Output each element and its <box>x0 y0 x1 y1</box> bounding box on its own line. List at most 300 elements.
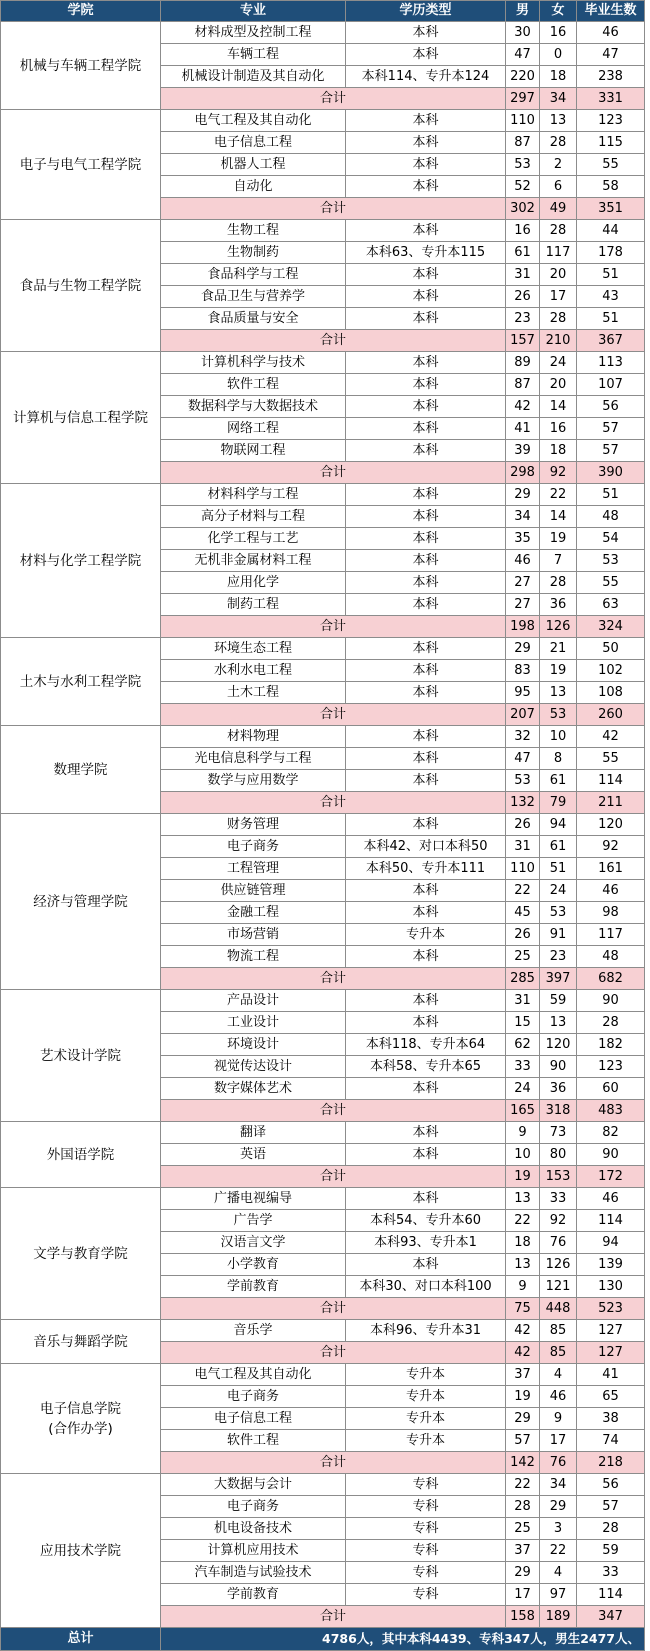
major-name: 环境生态工程 <box>161 638 346 660</box>
male-count: 19 <box>506 1386 540 1408</box>
subtotal-male: 198 <box>506 616 540 638</box>
major-name: 广播电视编导 <box>161 1188 346 1210</box>
male-count: 24 <box>506 1078 540 1100</box>
female-count: 36 <box>540 594 577 616</box>
male-count: 13 <box>506 1254 540 1276</box>
male-count: 47 <box>506 748 540 770</box>
subtotal-female: 53 <box>540 704 577 726</box>
female-count: 24 <box>540 352 577 374</box>
female-count: 9 <box>540 1408 577 1430</box>
college-name-line: 材料与化学工程学院 <box>19 552 142 569</box>
male-count: 15 <box>506 1012 540 1034</box>
female-count: 121 <box>540 1276 577 1298</box>
female-count: 22 <box>540 484 577 506</box>
degree-type: 本科 <box>346 352 506 374</box>
degree-type: 专科 <box>346 1584 506 1606</box>
major-name: 电子信息工程 <box>161 1408 346 1430</box>
table-row <box>1 1474 645 1496</box>
male-count: 53 <box>506 770 540 792</box>
female-count: 117 <box>540 242 577 264</box>
subtotal-male: 142 <box>506 1452 540 1474</box>
subtotal-female: 34 <box>540 88 577 110</box>
graduate-count: 55 <box>577 154 645 176</box>
header-graduates: 毕业生数 <box>577 1 645 22</box>
male-count: 18 <box>506 1232 540 1254</box>
graduate-count: 107 <box>577 374 645 396</box>
major-name: 电气工程及其自动化 <box>161 110 346 132</box>
male-count: 27 <box>506 594 540 616</box>
college-name-line: (合作办学) <box>48 1420 113 1437</box>
graduate-count: 54 <box>577 528 645 550</box>
female-count: 28 <box>540 132 577 154</box>
subtotal-total: 218 <box>577 1452 645 1474</box>
graduate-count: 127 <box>577 1320 645 1342</box>
subtotal-female: 397 <box>540 968 577 990</box>
major-name: 计算机应用技术 <box>161 1540 346 1562</box>
subtotal-label: 合计 <box>161 1166 506 1188</box>
graduate-count: 57 <box>577 1496 645 1518</box>
female-count: 3 <box>540 1518 577 1540</box>
graduate-count: 53 <box>577 550 645 572</box>
male-count: 220 <box>506 66 540 88</box>
degree-type: 专科 <box>346 1518 506 1540</box>
table-row <box>1 22 645 44</box>
female-count: 28 <box>540 220 577 242</box>
graduate-count: 82 <box>577 1122 645 1144</box>
graduate-count: 55 <box>577 572 645 594</box>
subtotal-label: 合计 <box>161 462 506 484</box>
major-name: 材料科学与工程 <box>161 484 346 506</box>
male-count: 34 <box>506 506 540 528</box>
subtotal-female: 85 <box>540 1342 577 1364</box>
table-row <box>1 726 645 748</box>
college-name <box>1 1474 161 1628</box>
graduate-count: 90 <box>577 990 645 1012</box>
female-count: 19 <box>540 660 577 682</box>
graduate-count: 56 <box>577 396 645 418</box>
male-count: 31 <box>506 264 540 286</box>
subtotal-label: 合计 <box>161 792 506 814</box>
grand-total-row <box>1 1628 645 1651</box>
degree-type: 本科 <box>346 572 506 594</box>
degree-type: 本科 <box>346 396 506 418</box>
female-count: 21 <box>540 638 577 660</box>
male-count: 13 <box>506 1188 540 1210</box>
male-count: 29 <box>506 1408 540 1430</box>
header-degree: 学历类型 <box>346 1 506 22</box>
graduate-count: 58 <box>577 176 645 198</box>
graduate-count: 182 <box>577 1034 645 1056</box>
female-count: 7 <box>540 550 577 572</box>
degree-type: 本科 <box>346 1122 506 1144</box>
major-name: 食品卫生与营养学 <box>161 286 346 308</box>
college-name-line: 食品与生物工程学院 <box>19 277 142 294</box>
table-row <box>1 1320 645 1342</box>
degree-type: 本科 <box>346 990 506 1012</box>
graduate-count: 117 <box>577 924 645 946</box>
degree-type: 本科96、专升本31 <box>346 1320 506 1342</box>
degree-type: 本科 <box>346 638 506 660</box>
subtotal-total: 523 <box>577 1298 645 1320</box>
male-count: 37 <box>506 1364 540 1386</box>
male-count: 29 <box>506 1562 540 1584</box>
female-count: 20 <box>540 264 577 286</box>
degree-type: 本科 <box>346 1012 506 1034</box>
college-name <box>1 22 161 110</box>
major-name: 汉语言文学 <box>161 1232 346 1254</box>
major-name: 生物制药 <box>161 242 346 264</box>
male-count: 41 <box>506 418 540 440</box>
female-count: 97 <box>540 1584 577 1606</box>
graduate-count: 48 <box>577 946 645 968</box>
degree-type: 本科 <box>346 902 506 924</box>
major-name: 光电信息科学与工程 <box>161 748 346 770</box>
degree-type: 本科 <box>346 1144 506 1166</box>
subtotal-total: 331 <box>577 88 645 110</box>
female-count: 51 <box>540 858 577 880</box>
female-count: 4 <box>540 1364 577 1386</box>
graduate-count: 90 <box>577 1144 645 1166</box>
graduate-count: 44 <box>577 220 645 242</box>
graduate-count: 46 <box>577 1188 645 1210</box>
subtotal-total: 682 <box>577 968 645 990</box>
male-count: 31 <box>506 836 540 858</box>
degree-type: 专科 <box>346 1474 506 1496</box>
subtotal-total: 351 <box>577 198 645 220</box>
grand-total-label: 总计 <box>1 1628 161 1651</box>
major-name: 应用化学 <box>161 572 346 594</box>
subtotal-female: 126 <box>540 616 577 638</box>
college-name-line: 文学与教育学院 <box>33 1245 128 1262</box>
major-name: 材料成型及控制工程 <box>161 22 346 44</box>
graduate-count: 48 <box>577 506 645 528</box>
major-name: 汽车制造与试验技术 <box>161 1562 346 1584</box>
subtotal-total: 172 <box>577 1166 645 1188</box>
female-count: 23 <box>540 946 577 968</box>
degree-type: 本科 <box>346 220 506 242</box>
college-name-line: 土木与水利工程学院 <box>19 673 142 690</box>
college-name <box>1 638 161 726</box>
subtotal-label: 合计 <box>161 704 506 726</box>
male-count: 32 <box>506 726 540 748</box>
graduate-count: 41 <box>577 1364 645 1386</box>
subtotal-total: 260 <box>577 704 645 726</box>
table-row <box>1 352 645 374</box>
male-count: 26 <box>506 286 540 308</box>
major-name: 软件工程 <box>161 374 346 396</box>
subtotal-total: 347 <box>577 1606 645 1628</box>
degree-type: 专科 <box>346 1562 506 1584</box>
graduate-count: 57 <box>577 440 645 462</box>
college-name-line: 音乐与舞蹈学院 <box>33 1333 128 1350</box>
degree-type: 专升本 <box>346 1430 506 1452</box>
female-count: 53 <box>540 902 577 924</box>
subtotal-male: 158 <box>506 1606 540 1628</box>
male-count: 33 <box>506 1056 540 1078</box>
subtotal-label: 合计 <box>161 1606 506 1628</box>
male-count: 31 <box>506 990 540 1012</box>
degree-type: 专科 <box>346 1496 506 1518</box>
major-name: 学前教育 <box>161 1584 346 1606</box>
subtotal-male: 302 <box>506 198 540 220</box>
female-count: 28 <box>540 308 577 330</box>
graduate-count: 33 <box>577 1562 645 1584</box>
major-name: 产品设计 <box>161 990 346 1012</box>
female-count: 59 <box>540 990 577 1012</box>
subtotal-label: 合计 <box>161 616 506 638</box>
subtotal-female: 318 <box>540 1100 577 1122</box>
female-count: 13 <box>540 110 577 132</box>
male-count: 25 <box>506 946 540 968</box>
major-name: 广告学 <box>161 1210 346 1232</box>
subtotal-label: 合计 <box>161 1298 506 1320</box>
major-name: 车辆工程 <box>161 44 346 66</box>
degree-type: 本科 <box>346 374 506 396</box>
college-name <box>1 352 161 484</box>
degree-type: 本科63、专升本115 <box>346 242 506 264</box>
degree-type: 本科93、专升本1 <box>346 1232 506 1254</box>
header-college: 学院 <box>1 1 161 22</box>
graduate-count: 51 <box>577 264 645 286</box>
graduate-count: 46 <box>577 880 645 902</box>
graduate-count: 161 <box>577 858 645 880</box>
female-count: 92 <box>540 1210 577 1232</box>
degree-type: 本科 <box>346 1078 506 1100</box>
degree-type: 专升本 <box>346 924 506 946</box>
major-name: 电子信息工程 <box>161 132 346 154</box>
major-name: 电气工程及其自动化 <box>161 1364 346 1386</box>
degree-type: 专升本 <box>346 1386 506 1408</box>
subtotal-female: 210 <box>540 330 577 352</box>
male-count: 37 <box>506 1540 540 1562</box>
male-count: 52 <box>506 176 540 198</box>
college-name-line: 计算机与信息工程学院 <box>13 409 148 426</box>
major-name: 市场营销 <box>161 924 346 946</box>
major-name: 食品科学与工程 <box>161 264 346 286</box>
table-header <box>1 1 645 22</box>
male-count: 9 <box>506 1276 540 1298</box>
subtotal-label: 合计 <box>161 1342 506 1364</box>
female-count: 24 <box>540 880 577 902</box>
college-name <box>1 726 161 814</box>
subtotal-female: 448 <box>540 1298 577 1320</box>
male-count: 61 <box>506 242 540 264</box>
female-count: 14 <box>540 506 577 528</box>
major-name: 数据科学与大数据技术 <box>161 396 346 418</box>
male-count: 42 <box>506 396 540 418</box>
subtotal-total: 390 <box>577 462 645 484</box>
male-count: 62 <box>506 1034 540 1056</box>
major-name: 无机非金属材料工程 <box>161 550 346 572</box>
college-name-line: 数理学院 <box>53 761 108 778</box>
degree-type: 本科 <box>346 594 506 616</box>
male-count: 9 <box>506 1122 540 1144</box>
degree-type: 本科 <box>346 506 506 528</box>
female-count: 17 <box>540 286 577 308</box>
graduate-count: 74 <box>577 1430 645 1452</box>
female-count: 16 <box>540 418 577 440</box>
major-name: 小学教育 <box>161 1254 346 1276</box>
degree-type: 本科 <box>346 1188 506 1210</box>
subtotal-label: 合计 <box>161 1100 506 1122</box>
table-row <box>1 220 645 242</box>
graduate-count: 42 <box>577 726 645 748</box>
table-row <box>1 1364 645 1386</box>
major-name: 供应链管理 <box>161 880 346 902</box>
female-count: 46 <box>540 1386 577 1408</box>
major-name: 财务管理 <box>161 814 346 836</box>
subtotal-male: 157 <box>506 330 540 352</box>
major-name: 机电设备技术 <box>161 1518 346 1540</box>
male-count: 25 <box>506 1518 540 1540</box>
male-count: 87 <box>506 132 540 154</box>
female-count: 61 <box>540 836 577 858</box>
graduate-count: 115 <box>577 132 645 154</box>
header-major: 专业 <box>161 1 346 22</box>
female-count: 22 <box>540 1540 577 1562</box>
male-count: 30 <box>506 22 540 44</box>
male-count: 10 <box>506 1144 540 1166</box>
degree-type: 本科 <box>346 484 506 506</box>
degree-type: 本科 <box>346 176 506 198</box>
college-name-line: 电子与电气工程学院 <box>19 156 142 173</box>
grand-total-summary: 4786人，其中本科4439、专科347人，男生2477人、 <box>161 1628 645 1651</box>
degree-type: 本科50、专升本111 <box>346 858 506 880</box>
male-count: 87 <box>506 374 540 396</box>
graduate-count: 120 <box>577 814 645 836</box>
graduate-count: 178 <box>577 242 645 264</box>
degree-type: 本科 <box>346 44 506 66</box>
major-name: 制药工程 <box>161 594 346 616</box>
female-count: 6 <box>540 176 577 198</box>
subtotal-male: 19 <box>506 1166 540 1188</box>
subtotal-male: 285 <box>506 968 540 990</box>
college-name <box>1 990 161 1122</box>
graduate-count: 57 <box>577 418 645 440</box>
graduate-count: 139 <box>577 1254 645 1276</box>
female-count: 13 <box>540 1012 577 1034</box>
graduate-count: 51 <box>577 308 645 330</box>
male-count: 110 <box>506 858 540 880</box>
college-name-line: 电子信息学院 <box>40 1400 121 1417</box>
degree-type: 本科 <box>346 770 506 792</box>
table-body <box>1 22 645 1628</box>
graduate-count: 56 <box>577 1474 645 1496</box>
college-name <box>1 814 161 990</box>
degree-type: 本科 <box>346 1254 506 1276</box>
table-footer <box>1 1628 645 1651</box>
degree-type: 本科 <box>346 660 506 682</box>
female-count: 120 <box>540 1034 577 1056</box>
male-count: 22 <box>506 1210 540 1232</box>
major-name: 网络工程 <box>161 418 346 440</box>
table-row <box>1 1188 645 1210</box>
degree-type: 本科 <box>346 110 506 132</box>
graduate-count: 98 <box>577 902 645 924</box>
graduate-count: 55 <box>577 748 645 770</box>
graduate-count: 59 <box>577 1540 645 1562</box>
major-name: 生物工程 <box>161 220 346 242</box>
female-count: 61 <box>540 770 577 792</box>
major-name: 材料物理 <box>161 726 346 748</box>
male-count: 35 <box>506 528 540 550</box>
college-name-line: 应用技术学院 <box>40 1542 121 1559</box>
female-count: 17 <box>540 1430 577 1452</box>
subtotal-total: 367 <box>577 330 645 352</box>
subtotal-total: 127 <box>577 1342 645 1364</box>
subtotal-label: 合计 <box>161 1452 506 1474</box>
male-count: 39 <box>506 440 540 462</box>
degree-type: 本科 <box>346 132 506 154</box>
female-count: 8 <box>540 748 577 770</box>
degree-type: 本科 <box>346 748 506 770</box>
graduate-count: 114 <box>577 1210 645 1232</box>
male-count: 26 <box>506 924 540 946</box>
college-name <box>1 1122 161 1188</box>
major-name: 英语 <box>161 1144 346 1166</box>
degree-type: 本科 <box>346 286 506 308</box>
subtotal-label: 合计 <box>161 198 506 220</box>
degree-type: 本科42、对口本科50 <box>346 836 506 858</box>
graduate-count: 60 <box>577 1078 645 1100</box>
graduate-count: 108 <box>577 682 645 704</box>
major-name: 翻译 <box>161 1122 346 1144</box>
major-name: 土木工程 <box>161 682 346 704</box>
degree-type: 本科 <box>346 528 506 550</box>
male-count: 28 <box>506 1496 540 1518</box>
degree-type: 专升本 <box>346 1408 506 1430</box>
degree-type: 本科 <box>346 726 506 748</box>
male-count: 29 <box>506 484 540 506</box>
subtotal-male: 298 <box>506 462 540 484</box>
male-count: 53 <box>506 154 540 176</box>
female-count: 28 <box>540 572 577 594</box>
college-name-line: 艺术设计学院 <box>40 1047 121 1064</box>
college-name <box>1 220 161 352</box>
graduate-count: 238 <box>577 66 645 88</box>
female-count: 4 <box>540 1562 577 1584</box>
graduate-count: 28 <box>577 1518 645 1540</box>
subtotal-total: 324 <box>577 616 645 638</box>
subtotal-female: 153 <box>540 1166 577 1188</box>
college-name <box>1 1320 161 1364</box>
graduate-count: 63 <box>577 594 645 616</box>
major-name: 食品质量与安全 <box>161 308 346 330</box>
college-name <box>1 1188 161 1320</box>
degree-type: 本科54、专升本60 <box>346 1210 506 1232</box>
graduate-count: 92 <box>577 836 645 858</box>
graduate-count: 46 <box>577 22 645 44</box>
male-count: 17 <box>506 1584 540 1606</box>
subtotal-female: 189 <box>540 1606 577 1628</box>
graduate-count: 50 <box>577 638 645 660</box>
female-count: 76 <box>540 1232 577 1254</box>
graduate-count: 38 <box>577 1408 645 1430</box>
college-name <box>1 110 161 220</box>
degree-type: 本科 <box>346 22 506 44</box>
subtotal-male: 75 <box>506 1298 540 1320</box>
male-count: 47 <box>506 44 540 66</box>
college-name <box>1 484 161 638</box>
major-name: 数学与应用数学 <box>161 770 346 792</box>
major-name: 电子商务 <box>161 1496 346 1518</box>
degree-type: 本科 <box>346 264 506 286</box>
male-count: 16 <box>506 220 540 242</box>
graduate-count: 65 <box>577 1386 645 1408</box>
graduate-count: 43 <box>577 286 645 308</box>
graduate-count: 47 <box>577 44 645 66</box>
subtotal-total: 483 <box>577 1100 645 1122</box>
